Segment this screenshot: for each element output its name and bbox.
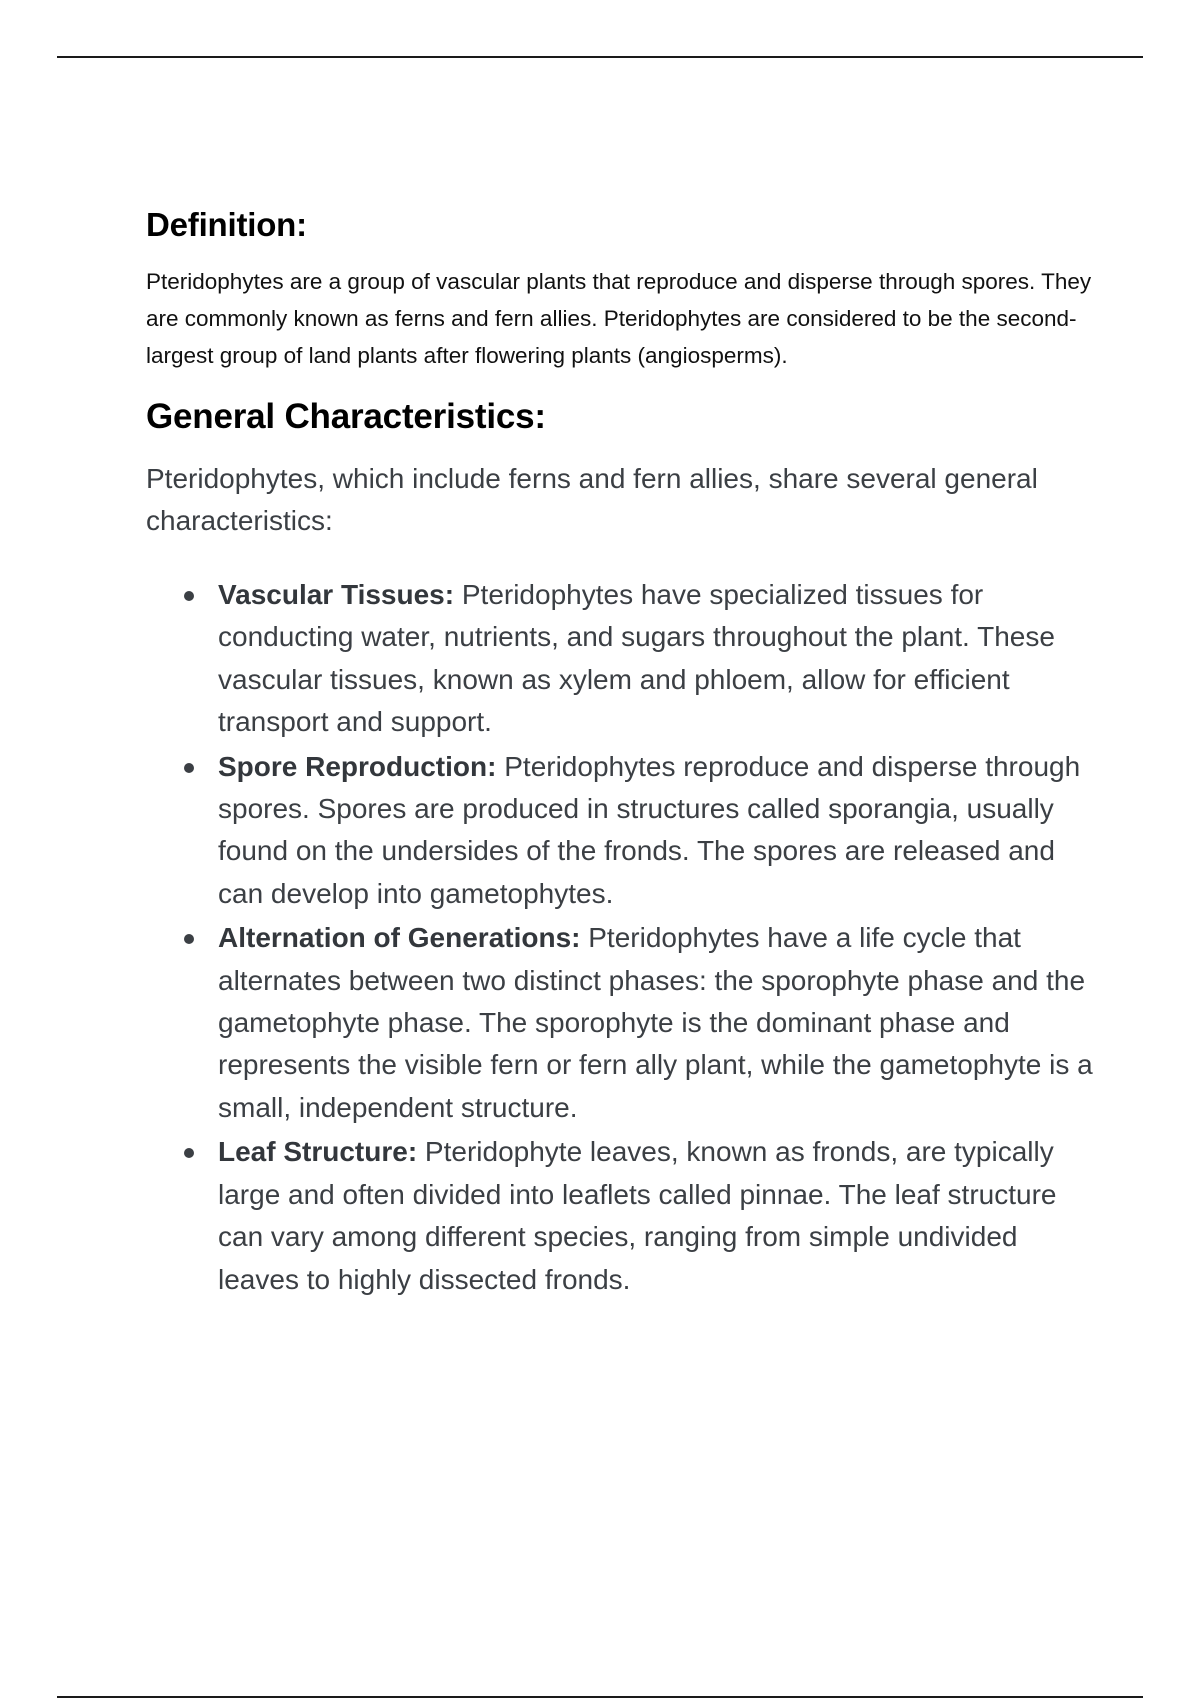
general-intro-paragraph: Pteridophytes, which include ferns and fern allies, share several general characteristics: [146, 463, 1038, 536]
list-item [146, 746, 1098, 916]
list-item-text: Pteridophyte leaves, known as fronds, are typically large and often divided into leaflets called pinnae. The leaf structure can vary among different species, ranging from simple undivided leaves to highly dissected fronds. [218, 1136, 1057, 1295]
bullet-icon [184, 763, 194, 773]
list-item-term: Vascular Tissues: [218, 579, 455, 610]
top-rule [57, 56, 1143, 58]
list-item-term: Leaf Structure: [218, 1136, 418, 1168]
list-item [146, 1131, 1098, 1301]
list-item-text: Pteridophytes reproduce and disperse through spores. Spores are produced in structures called sporangia, usually found on the undersides of the fronds. The spores are released and can develop into gametophytes. [218, 750, 1081, 909]
bullet-icon [184, 934, 194, 944]
bullet-icon [184, 1148, 194, 1158]
general-characteristics-heading: General Characteristics: [146, 397, 546, 436]
definition-heading: Definition: [146, 206, 307, 243]
characteristics-list [146, 574, 1096, 1301]
list-item-text: Pteridophytes have specialized tissues for conducting water, nutrients, and sugars throughout the plant. These vascular tissues, known as xylem and phloem, allow for efficient transport and support. [218, 579, 1055, 738]
list-item-term: Spore Reproduction: [218, 750, 497, 782]
list-item-term: Alternation of Generations: [218, 922, 581, 954]
bottom-rule [57, 1696, 1143, 1698]
list-item-text: Pteridophytes have a life cycle that alternates between two distinct phases: the sporophyte phase and the gametophyte phase. The sporophyte is the dominant phase and represents the visible fern or fern ally plant, while the gametophyte is a small, independent structure. [218, 922, 1093, 1123]
bullet-icon [184, 591, 194, 601]
definition-paragraph: Pteridophytes are a group of vascular plants that reproduce and disperse through spores. They are commonly known as ferns and fern allies. Pteridophytes are considered to be the second-largest group of land plants after flowering plants (angiosperms). [146, 269, 1092, 368]
document-body [146, 198, 1096, 1303]
list-item [146, 574, 1098, 744]
list-item [146, 917, 1098, 1129]
